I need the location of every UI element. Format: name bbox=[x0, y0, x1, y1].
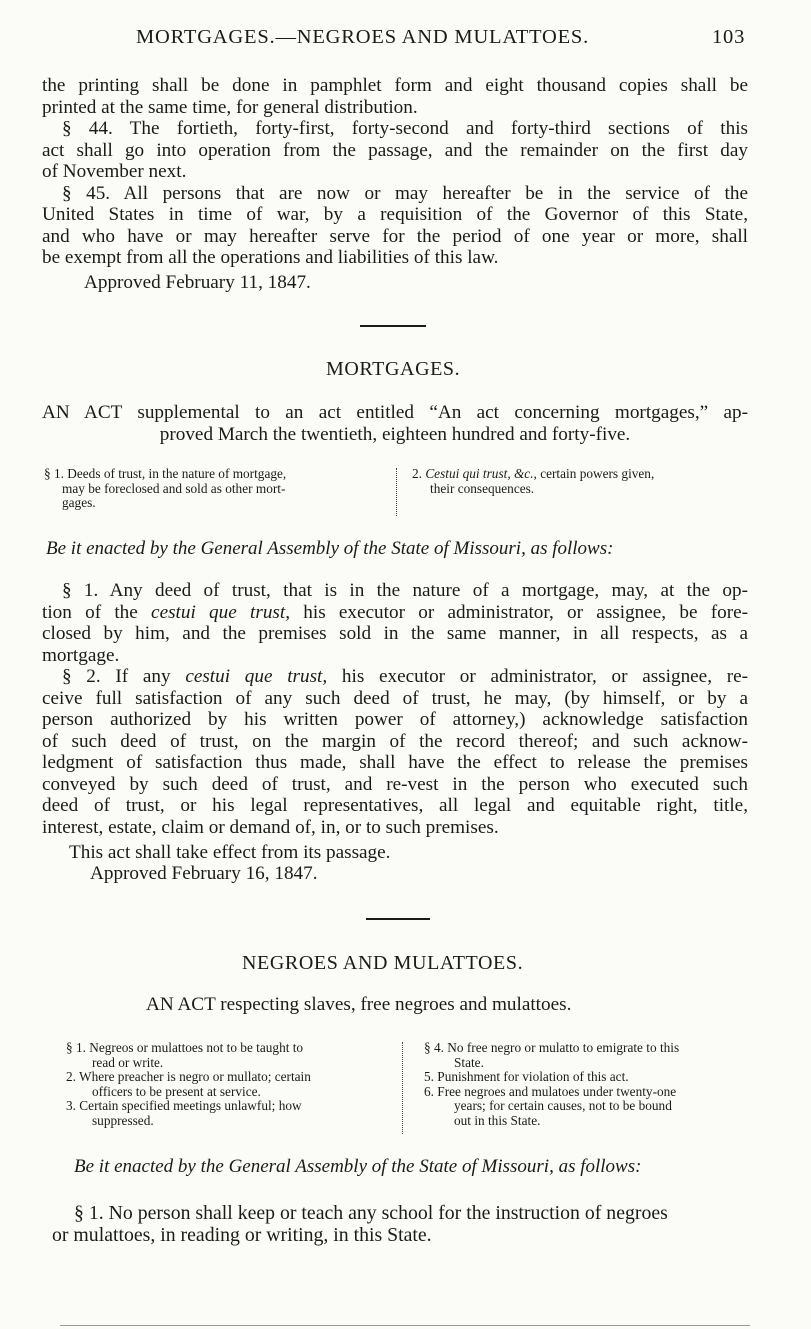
mortgages-section-2 bbox=[42, 666, 748, 838]
text-line: the printing shall be done in pamphlet form and eight thousand copies shall be bbox=[42, 75, 748, 96]
synopsis-brace bbox=[402, 1042, 403, 1134]
running-title: MORTGAGES.—NEGROES AND MULATTOES. bbox=[136, 26, 590, 48]
effect-clause: This act shall take effect from its passage. bbox=[69, 842, 391, 863]
text-line: United States in time of war, by a requisition of the Governor of this State, bbox=[42, 204, 748, 225]
page-number: 103 bbox=[712, 26, 746, 48]
approved-date-2: Approved February 16, 1847. bbox=[90, 863, 318, 884]
text-line: be exempt from all the operations and liabilities of this law. bbox=[42, 247, 499, 268]
synopsis-item: § 1. Deeds of trust, in the nature of mortgage, may be foreclosed and sold as other mort- gages. bbox=[44, 466, 287, 510]
negroes-section-1: § 1. No person shall keep or teach any school for the instruction of negroes bbox=[74, 1202, 668, 1224]
opening-block bbox=[42, 75, 748, 269]
text-line: and who have or may hereafter serve for the period of one year or more, shall bbox=[42, 225, 748, 247]
negroes-section-1-cont: or mulattoes, in reading or writing, in this State. bbox=[52, 1224, 432, 1246]
act-title-line: proved March the twentieth, eighteen hundred and forty-five. bbox=[159, 424, 631, 445]
negroes-act-title: AN ACT respecting slaves, free negroes and mulattoes. bbox=[146, 994, 572, 1015]
mortgages-section-1 bbox=[42, 580, 748, 666]
synopsis-item: 2. Where preacher is negro or mullato; certain officers to be present at service. bbox=[66, 1069, 311, 1099]
act-title-line: AN ACT supplemental to an act entitled “An act concerning mortgages,” ap- bbox=[42, 402, 748, 423]
text-line: mortgage. bbox=[42, 644, 120, 666]
text-line: deed of trust, or his legal representatives, all legal and equitable right, title, bbox=[42, 795, 748, 816]
synopsis-item: 3. Certain specified meetings unlawful; how suppressed. bbox=[66, 1098, 302, 1128]
mortgages-act-title bbox=[42, 402, 748, 446]
text-line: § 2. If any cestui que trust, his executor or administrator, or assignee, re- bbox=[62, 666, 748, 687]
enacting-clause: Be it enacted by the General Assembly of the State of Missouri, as follows: bbox=[46, 538, 614, 559]
mortgages-synopsis-left bbox=[44, 467, 390, 511]
synopsis-item: § 4. No free negro or mulatto to emigrate to this State. bbox=[424, 1040, 680, 1070]
negroes-title: NEGROES AND MULATTOES. bbox=[242, 952, 524, 974]
section-divider bbox=[360, 325, 426, 327]
text-line: tion of the cestui que trust, his executor or administrator, or assignee, be fore- bbox=[42, 601, 748, 623]
section-44-line: § 44. The fortieth, forty-first, forty-second and forty-third sections of this bbox=[62, 118, 748, 139]
section-divider bbox=[366, 918, 430, 920]
text-line: § 1. Any deed of trust, that is in the nature of a mortgage, may, at the op- bbox=[62, 580, 748, 601]
text-line: conveyed by such deed of trust, and re-vest in the person who executed such bbox=[42, 773, 748, 795]
text-line: printed at the same time, for general distribution. bbox=[42, 96, 418, 118]
synopsis-item: § 1. Negreos or mulattoes not to be taught to read or write. bbox=[66, 1040, 304, 1070]
text-line: of such deed of trust, on the margin of the record thereof; and such acknow- bbox=[42, 730, 748, 752]
text-line: closed by him, and the premises sold in the same manner, in all respects, as a bbox=[42, 623, 748, 644]
enacting-clause: Be it enacted by the General Assembly of the State of Missouri, as follows: bbox=[74, 1156, 642, 1177]
approved-date-1: Approved February 11, 1847. bbox=[84, 272, 311, 293]
text-line: ceive full satisfaction of any such deed of trust, he may, (by himself, or by a bbox=[42, 687, 748, 709]
mortgages-synopsis-right bbox=[412, 467, 752, 496]
synopsis-item: 6. Free negroes and mulatoes under twenty-one years; for certain causes, not to be bound out in this State. bbox=[424, 1083, 677, 1128]
synopsis-brace bbox=[396, 468, 397, 516]
text-line: interest, estate, claim or demand of, in, or to such premises. bbox=[42, 816, 499, 838]
text-line: act shall go into operation from the passage, and the remainder on the first day bbox=[42, 139, 748, 161]
text-line: of November next. bbox=[42, 161, 187, 182]
synopsis-item: 2. Cestui qui trust, &c., certain powers given, their consequences. bbox=[412, 466, 655, 496]
negroes-synopsis-right bbox=[406, 1041, 756, 1128]
synopsis-item: 5. Punishment for violation of this act. bbox=[424, 1069, 629, 1084]
mortgages-title: MORTGAGES. bbox=[326, 358, 461, 380]
text-line: ledgment of satisfaction thus made, shall have the effect to release the premises bbox=[42, 752, 748, 773]
text-line: person authorized by his written power of attorney,) acknowledge satisfaction bbox=[42, 709, 748, 730]
section-45-line: § 45. All persons that are now or may hereafter be in the service of the bbox=[62, 182, 748, 204]
negroes-synopsis-left bbox=[48, 1041, 398, 1128]
page-edge-line bbox=[60, 1325, 750, 1326]
